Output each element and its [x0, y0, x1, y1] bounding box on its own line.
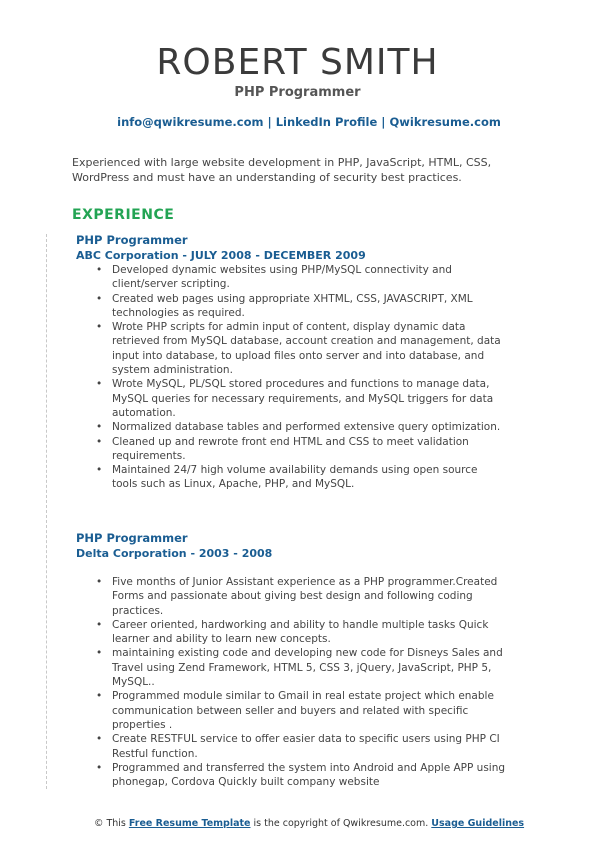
job-entry — [76, 531, 506, 789]
experience-heading: EXPERIENCE — [72, 207, 175, 223]
footer-copyright: is the copyright of Qwikresume.com. — [250, 818, 432, 829]
list-item: • Five months of Junior Assistant experience as a PHP programmer.Created Forms and passionate about giving best design and following coding practices. — [112, 575, 506, 618]
job-bullets — [76, 575, 506, 789]
candidate-title: PHP Programmer — [234, 85, 361, 100]
email-link[interactable]: info@qwikresume.com — [117, 115, 264, 129]
job-title: PHP Programmer — [76, 233, 188, 247]
job-company-dates: Delta Corporation - 2003 - 2008 — [76, 547, 273, 560]
job-title: PHP Programmer — [76, 531, 188, 545]
job-entry — [76, 233, 506, 492]
list-item: • Cleaned up and rewrote front end HTML and CSS to meet validation requirements. — [112, 435, 506, 464]
job-bullets — [76, 263, 506, 492]
list-item: • Career oriented, hardworking and ability to handle multiple tasks Quick learner and ability to learn new concepts. — [112, 618, 506, 647]
list-item: • Created web pages using appropriate XHTML, CSS, JAVASCRIPT, XML technologies as required. — [112, 292, 506, 321]
footer-prefix: © This — [93, 818, 129, 829]
usage-guidelines-link[interactable]: Usage Guidelines — [431, 818, 525, 829]
list-item: • Developed dynamic websites using PHP/MySQL connectivity and client/server scripting. — [112, 263, 506, 292]
list-item: • Wrote MySQL, PL/SQL stored procedures and functions to manage data, MySQL queries for necessary requirements, and MySQL triggers for data automation. — [112, 377, 506, 420]
contact-separator: | — [263, 115, 276, 129]
list-item: • Create RESTFUL service to offer easier data to specific users using PHP CI Restful function. — [112, 732, 506, 761]
list-item: • Normalized database tables and performed extensive query optimization. — [112, 420, 506, 434]
timeline-line — [46, 234, 47, 789]
candidate-name: ROBERT SMITH — [156, 42, 439, 83]
free-resume-template-link[interactable]: Free Resume Template — [128, 818, 251, 829]
professional-summary: Experienced with large website development in PHP, JavaScript, HTML, CSS, WordPress and must have an understanding of security best practices. — [72, 156, 492, 184]
website-link[interactable]: Qwikresume.com — [389, 115, 501, 129]
footer — [0, 818, 595, 829]
job-company-dates: ABC Corporation - JULY 2008 - DECEMBER 2009 — [76, 249, 366, 262]
list-item: • Maintained 24/7 high volume availability demands using open source tools such as Linux, Apache, PHP, and MySQL. — [112, 463, 506, 492]
linkedin-link[interactable]: LinkedIn Profile — [275, 115, 378, 129]
contact-separator: | — [377, 115, 390, 129]
list-item: • Programmed and transferred the system into Android and Apple APP using phonegap, Cordova Quickly built company website — [112, 761, 506, 790]
list-item: • Programmed module similar to Gmail in real estate project which enable communication between seller and buyers and related with specific properties . — [112, 689, 506, 732]
list-item: • Wrote PHP scripts for admin input of content, display dynamic data retrieved from MySQL database, account creation and management, data input into database, to upload files onto server and into database, and system administration. — [112, 320, 506, 377]
contact-line — [0, 115, 595, 129]
list-item: • maintaining existing code and developing new code for Disneys Sales and Travel using Zend Framework, HTML 5, CSS 3, jQuery, JavaScript, PHP 5, MySQL.. — [112, 646, 506, 689]
